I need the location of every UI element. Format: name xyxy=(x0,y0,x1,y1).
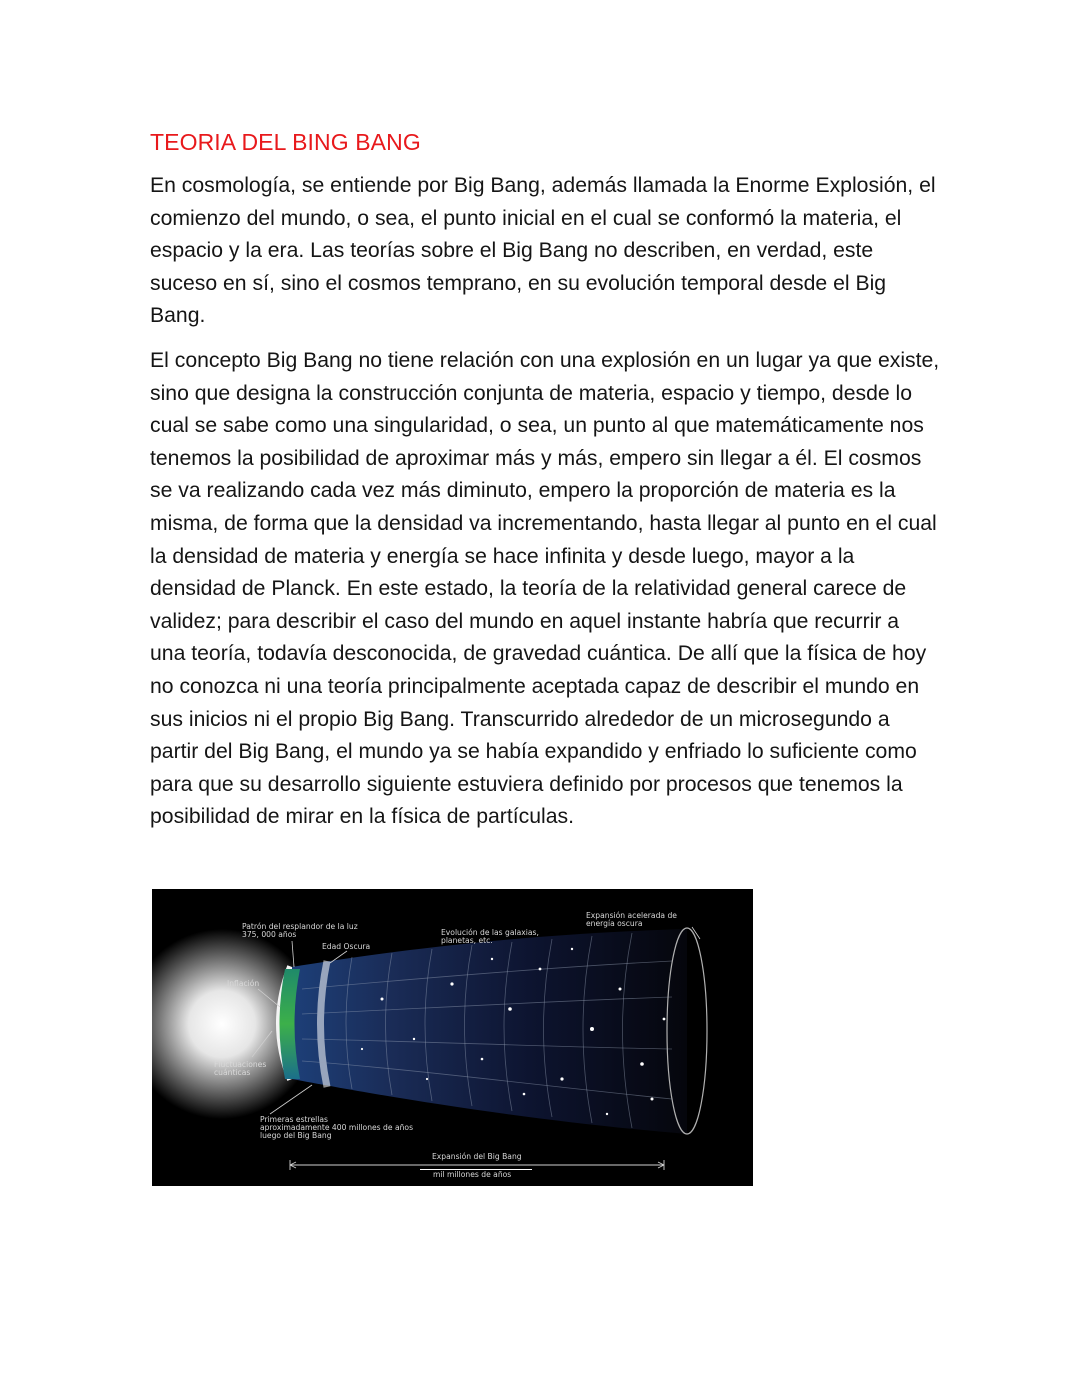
label-patron-1: Patrón del resplandor de la luz xyxy=(242,922,358,931)
label-primeras-1: Primeras estrellas xyxy=(260,1115,328,1124)
big-bang-diagram xyxy=(152,889,753,1186)
label-fluct-1: Fluctuaciones xyxy=(214,1060,267,1069)
label-fluct-2: cuánticas xyxy=(214,1068,251,1077)
big-bang-illustration xyxy=(152,889,753,1186)
label-evolucion-1: Evolución de las galaxias, xyxy=(441,928,539,937)
label-inflacion: Inflación xyxy=(227,979,260,988)
label-expansion-acel-1: Expansión acelerada de xyxy=(586,911,677,920)
timeline-arrow xyxy=(290,1160,664,1170)
label-primeras-2: aproximadamente 400 millones de años xyxy=(260,1123,414,1132)
label-expansion-bb: Expansión del Big Bang xyxy=(432,1152,522,1161)
label-expansion-acel-2: energía oscura xyxy=(586,919,643,928)
label-mil-millones: mil millones de años xyxy=(433,1170,512,1179)
document-body xyxy=(150,126,940,846)
label-primeras-3: luego del Big Bang xyxy=(260,1131,332,1140)
paragraph-2: El concepto Big Bang no tiene relación con una explosión en un lugar ya que existe, sino que designa la construcción conjunta de materia, espacio y tiempo, desde lo cual se sabe como una singularidad, o sea, un punto al que matemáticamente nos tenemos la posibilidad de aproximar más y más, empero sin llegar a él. El cosmos se va realizando cada vez más diminuto, empero la proporción de materia es la misma, de forma que la densidad va incrementando, hasta llegar al punto en el cual la densidad de materia y energía se hace infinita y desde luego, mayor a la densidad de Planck. En este estado, la teoría de la relatividad general carece de validez; para describir el caso del mundo en aquel instante habría que recurrir a una teoría, todavía desconocida, de gravedad cuántica. De allí que la física de hoy no conozca ni una teoría principalmente aceptada capaz de describir el mundo en sus inicios ni el propio Big Bang. Transcurrido alrededor de un microsegundo a partir del Big Bang, el mundo ya se había expandido y enfriado lo suficiente como para que su desarrollo siguiente estuviera definido por procesos que tenemos la posibilidad de mirar en la física de partículas. xyxy=(150,348,940,829)
timeline-underline xyxy=(420,1169,532,1170)
document-title: TEORIA DEL BING BANG xyxy=(150,129,421,155)
label-edad-oscura: Edad Oscura xyxy=(322,942,371,951)
label-patron-2: 375, 000 años xyxy=(242,930,297,939)
label-evolucion-2: planetas, etc. xyxy=(441,936,493,945)
paragraph-1: En cosmología, se entiende por Big Bang, además llamada la Enorme Explosión, el comienzo del mundo, o sea, el punto inicial en el cual se conformó la materia, el espacio y la era. Las teorías sobre el Big Bang no describen, en verdad, este suceso en sí, sino el cosmos temprano, en su evolución temporal desde el Big Bang. xyxy=(150,174,936,328)
